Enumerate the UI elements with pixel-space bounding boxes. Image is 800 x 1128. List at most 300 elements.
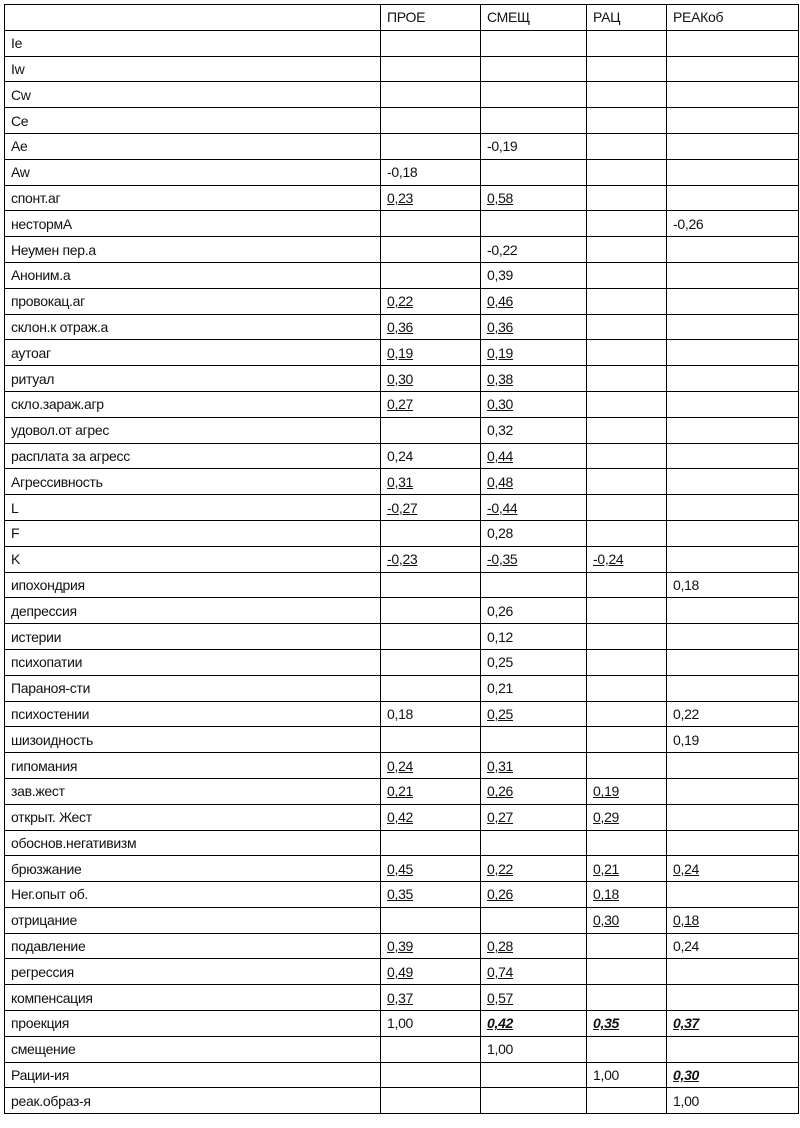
value-cell <box>381 133 481 159</box>
table-row <box>5 1036 799 1062</box>
cell-value: 0,21 <box>593 860 620 877</box>
cell-value: 1,00 <box>387 1015 414 1032</box>
value-cell <box>587 1036 667 1062</box>
cell-value: 0,22 <box>387 293 414 310</box>
cell-value: 0,74 <box>487 963 514 980</box>
row-label: склон.к отраж.а <box>5 314 381 340</box>
value-cell <box>381 856 481 882</box>
value-cell <box>481 237 587 263</box>
row-label: Iw <box>5 56 381 82</box>
value-cell <box>667 753 799 779</box>
cell-value: 0,30 <box>593 912 620 929</box>
value-cell <box>381 443 481 469</box>
cell-value: 0,21 <box>487 680 514 697</box>
table-row <box>5 778 799 804</box>
row-label: ритуал <box>5 366 381 392</box>
cell-value: 0,49 <box>387 963 414 980</box>
row-label: Ie <box>5 30 381 56</box>
row-label: расплата за агресс <box>5 443 381 469</box>
value-cell <box>587 1011 667 1037</box>
cell-value: 0,28 <box>487 525 514 542</box>
row-label: провокац.аг <box>5 288 381 314</box>
value-cell <box>667 443 799 469</box>
value-cell <box>667 546 799 572</box>
table-row <box>5 1062 799 1088</box>
value-cell <box>587 237 667 263</box>
value-cell <box>381 1011 481 1037</box>
value-cell <box>667 159 799 185</box>
value-cell <box>587 340 667 366</box>
value-cell <box>481 133 587 159</box>
value-cell <box>381 701 481 727</box>
value-cell <box>381 314 481 340</box>
row-label: Aw <box>5 159 381 185</box>
row-label: аутоаг <box>5 340 381 366</box>
header-cell <box>5 5 381 31</box>
value-cell <box>481 598 587 624</box>
row-label: компенсация <box>5 985 381 1011</box>
value-cell <box>587 211 667 237</box>
cell-value: 0,45 <box>387 860 414 877</box>
value-cell <box>481 856 587 882</box>
value-cell <box>381 778 481 804</box>
value-cell <box>667 288 799 314</box>
row-label: Аноним.а <box>5 262 381 288</box>
cell-value: 1,00 <box>487 1041 514 1058</box>
value-cell <box>587 417 667 443</box>
cell-value: 0,26 <box>487 783 514 800</box>
cell-value: 0,31 <box>487 757 514 774</box>
table-row <box>5 237 799 263</box>
cell-value: -0,35 <box>487 551 518 568</box>
value-cell <box>587 108 667 134</box>
cell-value: 0,18 <box>673 912 700 929</box>
value-cell <box>381 366 481 392</box>
value-cell <box>667 701 799 727</box>
cell-value: -0,27 <box>387 499 418 516</box>
row-label: Параноя-сти <box>5 675 381 701</box>
table-row <box>5 391 799 417</box>
value-cell <box>481 56 587 82</box>
value-cell <box>381 882 481 908</box>
value-cell <box>481 727 587 753</box>
value-cell <box>381 753 481 779</box>
cell-value: 0,27 <box>487 809 514 826</box>
cell-value: 0,26 <box>487 602 514 619</box>
value-cell <box>667 185 799 211</box>
value-cell <box>381 727 481 753</box>
cell-value: -0,19 <box>487 138 518 155</box>
value-cell <box>587 804 667 830</box>
row-label: Ce <box>5 108 381 134</box>
table-row <box>5 366 799 392</box>
row-label: спонт.аг <box>5 185 381 211</box>
value-cell <box>587 133 667 159</box>
table-row <box>5 314 799 340</box>
value-cell <box>481 417 587 443</box>
value-cell <box>481 907 587 933</box>
cell-value: 0,30 <box>387 370 414 387</box>
value-cell <box>381 1036 481 1062</box>
value-cell <box>587 314 667 340</box>
value-cell <box>587 366 667 392</box>
value-cell <box>587 727 667 753</box>
cell-value: 0,39 <box>387 938 414 955</box>
table-row <box>5 82 799 108</box>
value-cell <box>587 598 667 624</box>
value-cell <box>667 778 799 804</box>
value-cell <box>587 546 667 572</box>
value-cell <box>667 649 799 675</box>
value-cell <box>381 30 481 56</box>
table-row <box>5 753 799 779</box>
value-cell <box>381 495 481 521</box>
table-row <box>5 985 799 1011</box>
value-cell <box>381 237 481 263</box>
cell-value: 0,18 <box>593 886 620 903</box>
value-cell <box>381 520 481 546</box>
value-cell <box>667 495 799 521</box>
row-label: Рации-ия <box>5 1062 381 1088</box>
header-row <box>5 5 799 31</box>
table-row <box>5 727 799 753</box>
table-row <box>5 907 799 933</box>
value-cell <box>481 985 587 1011</box>
cell-value: 0,24 <box>387 757 414 774</box>
value-cell <box>381 288 481 314</box>
table-row <box>5 572 799 598</box>
value-cell <box>667 804 799 830</box>
value-cell <box>667 572 799 598</box>
table-row <box>5 546 799 572</box>
cell-value: 0,26 <box>487 886 514 903</box>
cell-value: 0,46 <box>487 293 514 310</box>
table-row <box>5 211 799 237</box>
value-cell <box>381 572 481 598</box>
value-cell <box>481 959 587 985</box>
row-label: K <box>5 546 381 572</box>
cell-value: -0,22 <box>487 241 518 258</box>
cell-value: 0,25 <box>487 654 514 671</box>
table-row <box>5 804 799 830</box>
cell-value: -0,44 <box>487 499 518 516</box>
value-cell <box>587 520 667 546</box>
row-label: регрессия <box>5 959 381 985</box>
table-row <box>5 959 799 985</box>
value-cell <box>587 1062 667 1088</box>
table-row <box>5 598 799 624</box>
value-cell <box>587 778 667 804</box>
cell-value: 0,42 <box>487 1015 514 1032</box>
value-cell <box>587 753 667 779</box>
row-label: Агрессивность <box>5 469 381 495</box>
table-row <box>5 830 799 856</box>
value-cell <box>667 727 799 753</box>
header-cell: ПРОЕ <box>381 5 481 31</box>
value-cell <box>481 108 587 134</box>
value-cell <box>667 1011 799 1037</box>
row-label: подавление <box>5 933 381 959</box>
value-cell <box>667 933 799 959</box>
table-row <box>5 185 799 211</box>
cell-value: 0,30 <box>673 1067 700 1084</box>
header-cell: РАЦ <box>587 5 667 31</box>
value-cell <box>381 907 481 933</box>
value-cell <box>481 1036 587 1062</box>
table-row <box>5 443 799 469</box>
value-cell <box>381 340 481 366</box>
value-cell <box>667 1062 799 1088</box>
cell-value: 0,32 <box>487 422 514 439</box>
cell-value: 0,24 <box>673 938 700 955</box>
cell-value: 0,37 <box>673 1015 700 1032</box>
value-cell <box>481 314 587 340</box>
correlation-table <box>4 4 799 1114</box>
table-row <box>5 133 799 159</box>
value-cell <box>667 237 799 263</box>
value-cell <box>587 391 667 417</box>
cell-value: 0,23 <box>387 189 414 206</box>
value-cell <box>381 959 481 985</box>
value-cell <box>667 830 799 856</box>
value-cell <box>481 933 587 959</box>
table-row <box>5 1011 799 1037</box>
cell-value: 0,39 <box>487 267 514 284</box>
table-row <box>5 675 799 701</box>
row-label: психостении <box>5 701 381 727</box>
value-cell <box>381 546 481 572</box>
value-cell <box>587 856 667 882</box>
value-cell <box>587 959 667 985</box>
value-cell <box>381 649 481 675</box>
value-cell <box>587 830 667 856</box>
row-label: L <box>5 495 381 521</box>
row-label: скло.зараж.агр <box>5 391 381 417</box>
value-cell <box>667 624 799 650</box>
row-label: гипомания <box>5 753 381 779</box>
value-cell <box>481 1011 587 1037</box>
value-cell <box>481 443 587 469</box>
value-cell <box>587 649 667 675</box>
value-cell <box>667 314 799 340</box>
row-label: F <box>5 520 381 546</box>
cell-value: 0,37 <box>387 989 414 1006</box>
value-cell <box>667 469 799 495</box>
value-cell <box>381 985 481 1011</box>
value-cell <box>481 572 587 598</box>
value-cell <box>381 804 481 830</box>
value-cell <box>587 882 667 908</box>
value-cell <box>667 856 799 882</box>
value-cell <box>667 959 799 985</box>
value-cell <box>481 804 587 830</box>
row-label: отрицание <box>5 907 381 933</box>
row-label: Cw <box>5 82 381 108</box>
value-cell <box>667 417 799 443</box>
table-row <box>5 340 799 366</box>
cell-value: 0,18 <box>673 576 700 593</box>
value-cell <box>667 56 799 82</box>
value-cell <box>587 159 667 185</box>
value-cell <box>481 520 587 546</box>
value-cell <box>667 108 799 134</box>
value-cell <box>667 366 799 392</box>
value-cell <box>481 649 587 675</box>
value-cell <box>667 598 799 624</box>
cell-value: 0,35 <box>593 1015 620 1032</box>
table-row <box>5 933 799 959</box>
value-cell <box>587 933 667 959</box>
value-cell <box>667 82 799 108</box>
value-cell <box>381 262 481 288</box>
table-row <box>5 108 799 134</box>
cell-value: 0,22 <box>487 860 514 877</box>
cell-value: 0,25 <box>487 705 514 722</box>
cell-value: 0,36 <box>387 318 414 335</box>
value-cell <box>587 675 667 701</box>
value-cell <box>587 907 667 933</box>
row-label: Нег.опыт об. <box>5 882 381 908</box>
table-row <box>5 30 799 56</box>
value-cell <box>587 288 667 314</box>
value-cell <box>587 495 667 521</box>
value-cell <box>481 159 587 185</box>
value-cell <box>481 185 587 211</box>
cell-value: 0,35 <box>387 886 414 903</box>
value-cell <box>667 1036 799 1062</box>
row-label: открыт. Жест <box>5 804 381 830</box>
value-cell <box>587 985 667 1011</box>
cell-value: 0,38 <box>487 370 514 387</box>
value-cell <box>587 572 667 598</box>
cell-value: 0,31 <box>387 473 414 490</box>
row-label: депрессия <box>5 598 381 624</box>
cell-value: -0,18 <box>387 164 418 181</box>
cell-value: -0,26 <box>673 215 704 232</box>
value-cell <box>381 469 481 495</box>
cell-value: 0,24 <box>387 447 414 464</box>
row-label: зав.жест <box>5 778 381 804</box>
value-cell <box>587 1088 667 1114</box>
value-cell <box>381 159 481 185</box>
value-cell <box>481 262 587 288</box>
value-cell <box>667 985 799 1011</box>
cell-value: 1,00 <box>593 1067 620 1084</box>
value-cell <box>381 1088 481 1114</box>
value-cell <box>667 211 799 237</box>
value-cell <box>667 391 799 417</box>
value-cell <box>381 417 481 443</box>
value-cell <box>381 56 481 82</box>
row-label: психопатии <box>5 649 381 675</box>
cell-value: 0,58 <box>487 189 514 206</box>
value-cell <box>481 830 587 856</box>
table-row <box>5 624 799 650</box>
cell-value: 0,22 <box>673 705 700 722</box>
cell-value: 0,12 <box>487 628 514 645</box>
header-cell: РЕАКоб <box>667 5 799 31</box>
value-cell <box>667 340 799 366</box>
table-body <box>5 30 799 1113</box>
value-cell <box>667 520 799 546</box>
cell-value: -0,24 <box>593 551 624 568</box>
value-cell <box>587 56 667 82</box>
value-cell <box>587 624 667 650</box>
table-row <box>5 520 799 546</box>
cell-value: 0,21 <box>387 783 414 800</box>
value-cell <box>481 675 587 701</box>
cell-value: 0,19 <box>387 344 414 361</box>
cell-value: 0,18 <box>387 705 414 722</box>
value-cell <box>481 391 587 417</box>
table-row <box>5 1088 799 1114</box>
value-cell <box>587 82 667 108</box>
cell-value: 0,19 <box>673 731 700 748</box>
table-row <box>5 701 799 727</box>
value-cell <box>667 133 799 159</box>
value-cell <box>481 211 587 237</box>
row-label: Ae <box>5 133 381 159</box>
row-label: обоснов.негативизм <box>5 830 381 856</box>
value-cell <box>481 469 587 495</box>
value-cell <box>481 624 587 650</box>
row-label: брюзжание <box>5 856 381 882</box>
value-cell <box>587 443 667 469</box>
table-row <box>5 159 799 185</box>
table-row <box>5 56 799 82</box>
table-row <box>5 856 799 882</box>
table-row <box>5 262 799 288</box>
cell-value: 0,19 <box>593 783 620 800</box>
table-row <box>5 495 799 521</box>
value-cell <box>481 546 587 572</box>
value-cell <box>481 288 587 314</box>
value-cell <box>667 30 799 56</box>
row-label: истерии <box>5 624 381 650</box>
value-cell <box>587 701 667 727</box>
value-cell <box>481 701 587 727</box>
value-cell <box>381 1062 481 1088</box>
cell-value: 0,42 <box>387 809 414 826</box>
value-cell <box>667 675 799 701</box>
cell-value: 0,29 <box>593 809 620 826</box>
cell-value: 0,30 <box>487 396 514 413</box>
value-cell <box>381 830 481 856</box>
table-row <box>5 882 799 908</box>
header-cell: СМЕЩ <box>481 5 587 31</box>
cell-value: 0,27 <box>387 396 414 413</box>
value-cell <box>667 262 799 288</box>
value-cell <box>481 753 587 779</box>
row-label: удовол.от агрес <box>5 417 381 443</box>
value-cell <box>381 185 481 211</box>
value-cell <box>667 1088 799 1114</box>
row-label: ипохондрия <box>5 572 381 598</box>
value-cell <box>381 933 481 959</box>
row-label: нестормА <box>5 211 381 237</box>
cell-value: 0,44 <box>487 447 514 464</box>
row-label: реак.образ-я <box>5 1088 381 1114</box>
value-cell <box>667 907 799 933</box>
cell-value: 0,19 <box>487 344 514 361</box>
cell-value: -0,23 <box>387 551 418 568</box>
value-cell <box>481 778 587 804</box>
value-cell <box>481 882 587 908</box>
cell-value: 1,00 <box>673 1092 700 1109</box>
value-cell <box>481 495 587 521</box>
value-cell <box>667 882 799 908</box>
cell-value: 0,36 <box>487 318 514 335</box>
